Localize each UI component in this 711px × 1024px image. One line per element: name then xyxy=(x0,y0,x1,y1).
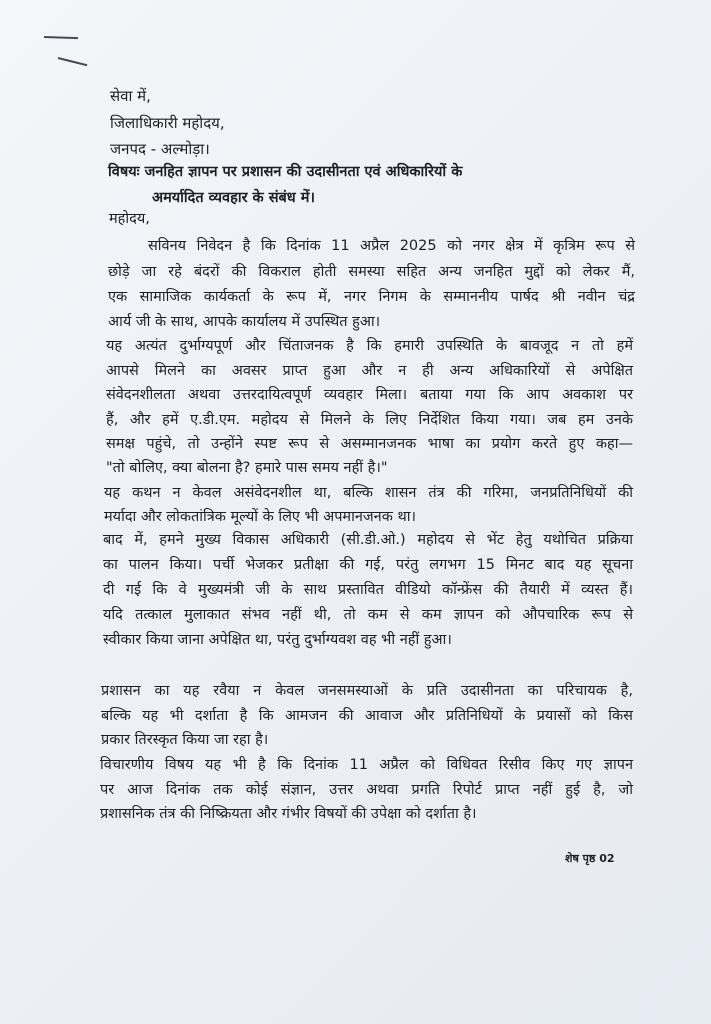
pen-mark xyxy=(44,36,78,39)
continued-page-note: शेष पृष्ठ 02 xyxy=(565,852,615,865)
body-line: प्रशासन का यह रवैया न केवल जनसमस्याओं के प्रति उदासीनता का परिचायक है, xyxy=(101,683,633,699)
recipient-title: जिलाधिकारी महोदय, xyxy=(110,114,225,132)
body-line: प्रकार तिरस्कृत किया जा रहा है। xyxy=(101,732,269,748)
body-line: प्रशासनिक तंत्र की निष्क्रियता और गंभीर विषयों की उपेक्षा को दर्शाता है। xyxy=(100,806,477,822)
pen-mark xyxy=(58,57,88,66)
body-line: संवेदनशीलता अथवा उत्तरदायित्वपूर्ण व्यवहार मिला। बताया गया कि आप अवकाश पर xyxy=(106,387,633,403)
quoted-remark: "तो बोलिए, क्या बोलना है? हमारे पास समय नहीं है।" xyxy=(106,460,388,476)
body-line: यह कथन न केवल असंवेदनशील था, बल्कि शासन तंत्र की गरिमा, जनप्रतिनिधियों की xyxy=(104,485,633,501)
body-line: सविनय निवेदन है कि दिनांक 11 अप्रैल 2025 को नगर क्षेत्र में कृत्रिम रूप से xyxy=(148,238,635,254)
body-line: दी गई कि वे मुख्यमंत्री जी के साथ प्रस्तावित वीडियो कॉन्फ्रेंस की तैयारी में व्यस्त हैं। xyxy=(103,582,633,598)
body-line: हैं, और हमें ए.डी.एम. महोदय से मिलने के लिए निर्देशित किया गया। जब हम उनके xyxy=(106,412,633,428)
body-line: एक सामाजिक कार्यकर्ता के रूप में, नगर निगम के सम्माननीय पार्षद श्री नवीन चंद्र xyxy=(108,289,635,305)
recipient-district: जनपद - अल्मोड़ा। xyxy=(110,140,210,158)
body-line: आपसे मिलने का अवसर प्राप्त हुआ और न ही अन्य अधिकारियों से अपेक्षित xyxy=(106,363,633,379)
body-line: बल्कि यह भी दर्शाता है कि आमजन की आवाज और प्रतिनिधियों के प्रयासों को किस xyxy=(101,708,633,724)
body-line: विचारणीय विषय यह भी है कि दिनांक 11 अप्रैल को विधिवत रिसीव किए गए ज्ञापन xyxy=(100,757,633,773)
body-line: बाद में, हमने मुख्य विकास अधिकारी (सी.डी.ओ.) महोदय से भेंट हेतु यथोचित प्रक्रिया xyxy=(103,532,633,548)
body-line: आर्य जी के साथ, आपके कार्यालय में उपस्थित हुआ। xyxy=(108,314,381,330)
body-line: यदि तत्काल मुलाकात संभव नहीं थी, तो कम से कम ज्ञापन को औपचारिक रूप से xyxy=(103,607,633,623)
body-line: का पालन किया। पर्ची भेजकर प्रतीक्षा की गई, परंतु लगभग 15 मिनट बाद यह सूचना xyxy=(103,557,633,573)
salutation-to: सेवा में, xyxy=(110,87,151,105)
body-line: स्वीकार किया जाना अपेक्षित था, परंतु दुर्भाग्यवश वह भी नहीं हुआ। xyxy=(103,632,452,648)
body-line: यह अत्यंत दुर्भाग्यपूर्ण और चिंताजनक है कि हमारी उपस्थिति के बावजूद न तो हमें xyxy=(106,338,633,354)
body-line: समक्ष पहुंचे, तो उन्होंने स्पष्ट रूप से असम्मानजनक भाषा का प्रयोग करते हुए कहा— xyxy=(106,436,633,452)
body-line: छोड़े जा रहे बंदरों की विकराल होती समस्या सहित अन्य जनहित मुद्दों को लेकर मैं, xyxy=(108,264,635,280)
subject-line-continued: अमर्यादित व्यवहार के संबंध में। xyxy=(152,190,315,206)
body-line: मर्यादा और लोकतांत्रिक मूल्यों के लिए भी अपमानजनक था। xyxy=(104,509,416,525)
subject-line: विषयः जनहित ज्ञापन पर प्रशासन की उदासीनता एवं अधिकारियों के xyxy=(108,164,463,180)
body-line: पर आज दिनांक तक कोई संज्ञान, उत्तर अथवा प्रगति रिपोर्ट प्राप्त नहीं हुई है, जो xyxy=(100,782,633,798)
greeting: महोदय, xyxy=(109,211,150,227)
